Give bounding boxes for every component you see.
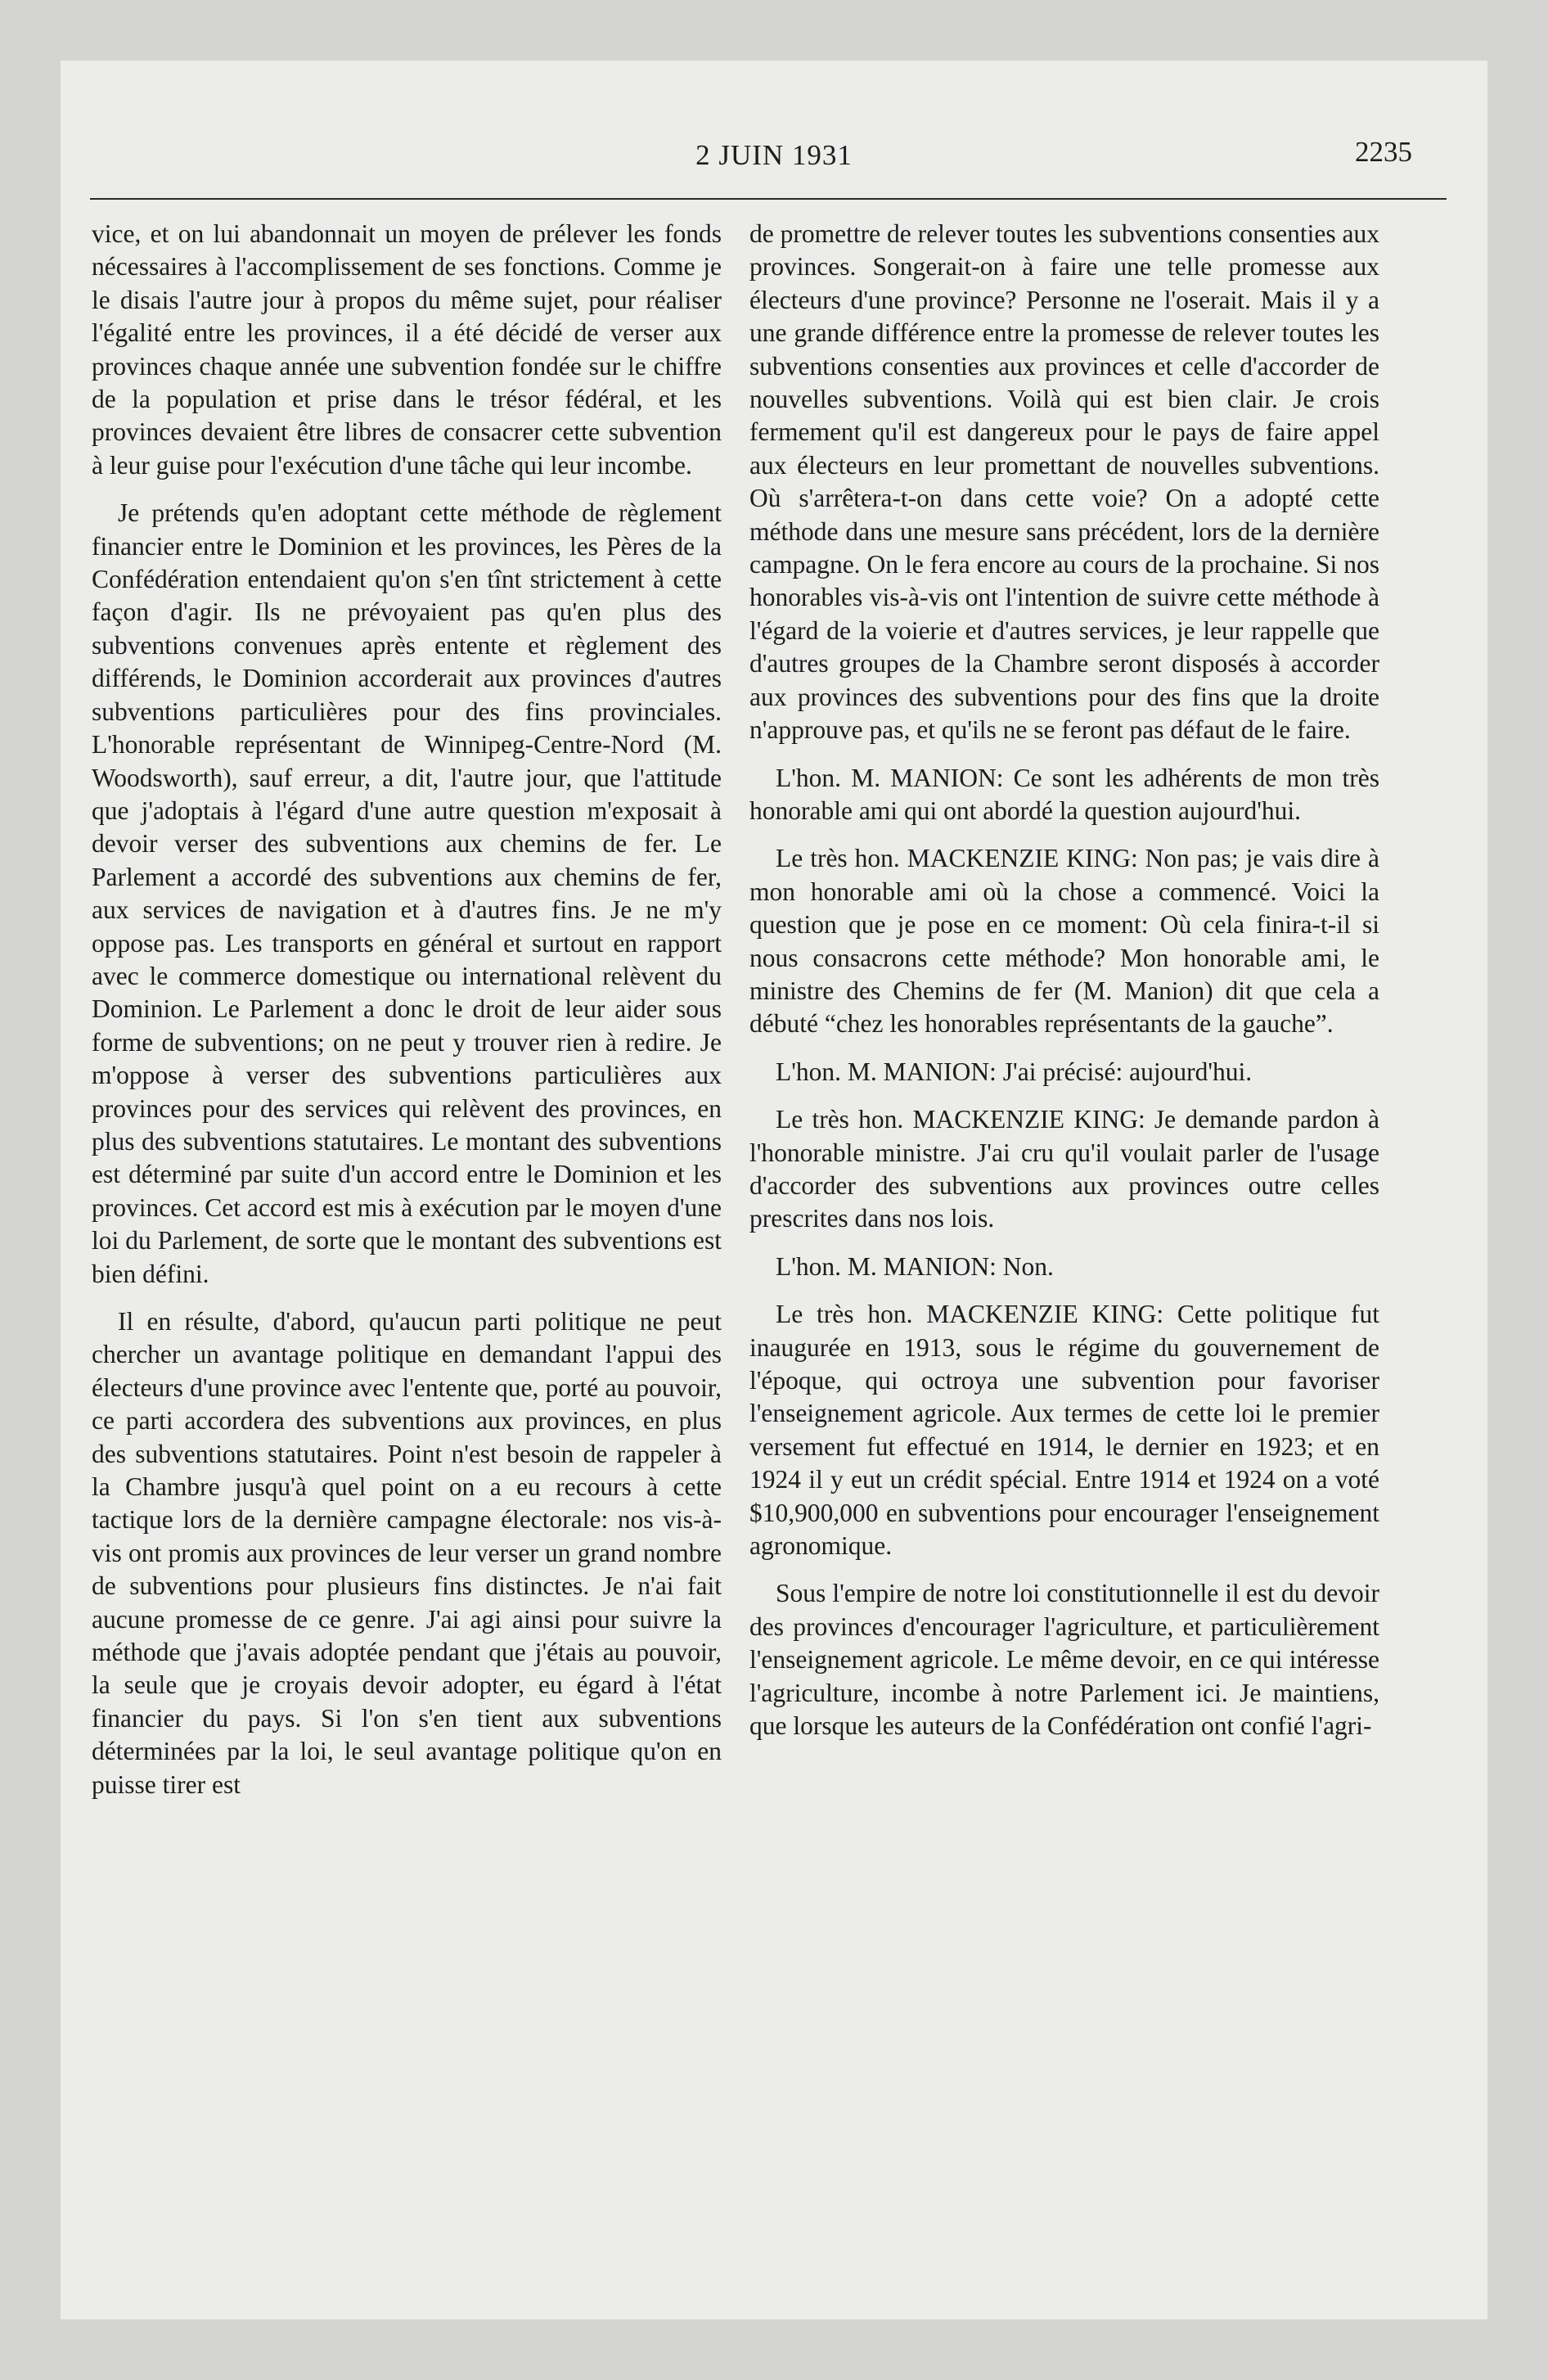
paragraph: vice, et on lui abandonnait un moyen de prélever les fonds nécessaires à l'accomplissement de ses fonctions. Comme je le disais l'autre jour à propos du même sujet, pour réaliser l'égalité entre les provinces, il a été décidé de verser aux provinces chaque année une subvention fondée sur le chiffre de la population et prise dans le trésor fédéral, et les provinces devaient être libres de consacrer cette subvention à leur guise pour l'exécution d'une tâche qui leur incombe. — [92, 219, 722, 480]
paragraph: Il en résulte, d'abord, qu'aucun parti politique ne peut chercher un avantage politique en demandant l'appui des électeurs d'une province avec l'entente que, porté au pouvoir, ce parti accordera des subventions aux provinces, en plus des subventions statutaires. Point n'est besoin de rappeler à la Chambre jusqu'à quel point on a eu recours à cette tactique lors de la dernière campagne électorale: nos vis-à-vis ont promis aux provinces de leur verser un grand nombre de subventions pour plusieurs fins distinctes. Je n'ai fait aucune promesse de ce genre. J'ai agi ainsi pour suivre la méthode que j'avais adoptée pendant que j'étais au pouvoir, la seule que je croyais devoir adopter, eu égard à l'état financier du pays. Si l'on s'en tient aux subventions déterminées par la loi, le seul avantage politique qu'on en puisse tirer est — [92, 1307, 722, 1799]
paragraph: Le très hon. MACKENZIE KING: Cette politique fut inaugurée en 1913, sous le régime du gouvernement de l'époque, qui octroya une subvention pour favoriser l'enseignement agricole. Aux termes de cette loi le premier versement fut effectué en 1914, le dernier en 1923; et en 1924 il y eut un crédit spécial. Entre 1914 et 1924 on a voté $10,900,000 en subventions pour encourager l'enseignement agronomique. — [749, 1300, 1379, 1561]
paragraph: Le très hon. MACKENZIE KING: Non pas; je vais dire à mon honorable ami où la chose a commencé. Voici la question que je pose en ce moment: Où cela finira-t-il si nous consacrons cette méthode? Mon honorable ami, le ministre des Chemins de fer (M. Manion) dit que cela a débuté “chez les honorables représentants de la gauche”. — [749, 844, 1379, 1039]
paragraph: L'hon. M. MANION: Non. — [776, 1251, 1054, 1281]
right-column — [749, 218, 1379, 1757]
paragraph: Sous l'empire de notre loi constitutionnelle il est du devoir des provinces d'encourager l'agriculture, et particulièrement l'enseignement agricole. Le même devoir, en ce qui intéresse l'agriculture, incombe à notre Parlement ici. Je maintiens, que lorsque les auteurs de la Confédération ont confié l'agri- — [749, 1579, 1379, 1741]
document-page — [61, 61, 1487, 2319]
page-header — [61, 136, 1487, 205]
paragraph: de promettre de relever toutes les subventions consenties aux provinces. Songerait-on à faire une telle promesse aux électeurs d'une province? Personne ne l'oserait. Mais il y a une grande différence entre la promesse de relever toutes les subventions consenties aux provinces et celle d'accorder de nouvelles subventions. Voilà qui est bien clair. Je crois fermement qu'il est dangereux pour le pays de faire appel aux électeurs en leur promettant de nouvelles subventions. Où s'arrêtera-t-on dans cette voie? On a adopté cette méthode dans une mesure sans précédent, lors de la dernière campagne. On le fera encore au cours de la prochaine. Si nos honorables vis-à-vis ont l'intention de suivre cette méthode à l'égard de la voierie et d'autres services, je leur rappelle que d'autres groupes de la Chambre seront disposés à accorder aux provinces des subventions pour des fins que la droite n'approuve pas, et qu'ils ne se feront pas défaut de le faire. — [749, 219, 1379, 745]
paragraph: Le très hon. MACKENZIE KING: Je demande pardon à l'honorable ministre. J'ai cru qu'il voulait parler de l'usage d'accorder des subventions aux provinces outre celles prescrites dans nos lois. — [749, 1105, 1379, 1233]
left-column — [92, 218, 722, 1816]
paragraph: L'hon. M. MANION: J'ai précisé: aujourd'hui. — [776, 1057, 1253, 1086]
header-rule — [90, 198, 1447, 200]
header-date: 2 JUIN 1931 — [695, 139, 853, 171]
paragraph: L'hon. M. MANION: Ce sont les adhérents de mon très honorable ami qui ont abordé la question aujourd'hui. — [749, 763, 1379, 825]
page-number: 2235 — [1355, 136, 1412, 168]
paragraph: Je prétends qu'en adoptant cette méthode de règlement financier entre le Dominion et les provinces, les Pères de la Confédération entendaient qu'on s'en tînt strictement à cette façon d'agir. Ils ne prévoyaient pas qu'en plus des subventions convenues après entente et règlement des différends, le Dominion accorderait aux provinces d'autres subventions particulières pour des fins provinciales. L'honorable représentant de Winnipeg-Centre-Nord (M. Woodsworth), sauf erreur, a dit, l'autre jour, que l'attitude que j'adoptais à l'égard d'une autre question m'exposait à devoir verser des subventions aux chemins de fer. Le Parlement a accordé des subventions aux chemins de fer, aux services de navigation et à d'autres fins. Je ne m'y oppose pas. Les transports en général et surtout en rapport avec le commerce domestique ou international relèvent du Dominion. Le Parlement a donc le droit de leur aider sous forme de subventions; on ne peut y trouver rien à redire. Je m'oppose à verser des subventions particulières aux provinces pour des services qui relèvent des provinces, en plus des subventions statutaires. Le montant des subventions est déterminé par suite d'un accord entre le Dominion et les provinces. Cet accord est mis à exécution par le moyen d'une loi du Parlement, de sorte que le montant des subventions est bien défini. — [92, 498, 722, 1288]
